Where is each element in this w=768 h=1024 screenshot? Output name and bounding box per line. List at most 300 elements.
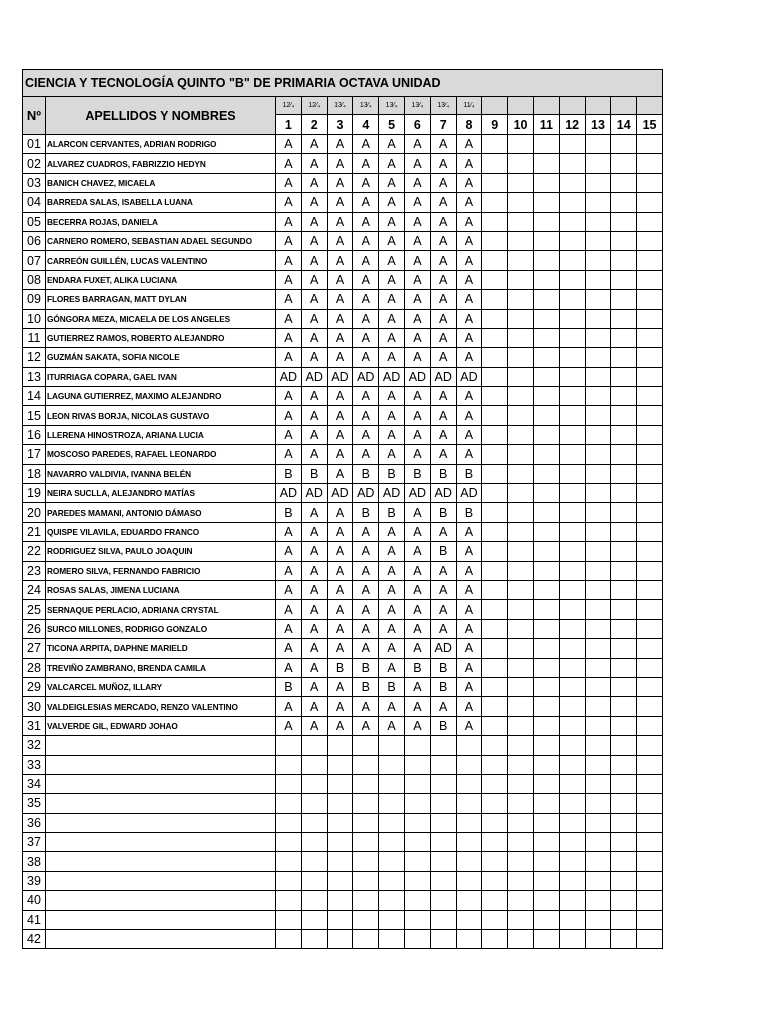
grade-cell[interactable]: A [276,561,302,580]
grade-cell[interactable]: A [327,639,353,658]
grade-cell[interactable] [482,716,508,735]
student-name-cell[interactable] [46,736,276,755]
grade-cell[interactable] [533,212,559,231]
grade-cell[interactable] [637,251,663,270]
grade-cell[interactable] [637,212,663,231]
grade-cell[interactable]: B [379,677,405,696]
grade-cell[interactable] [533,348,559,367]
grade-cell[interactable] [559,406,585,425]
grade-cell[interactable]: A [456,173,482,192]
grade-cell[interactable]: A [379,154,405,173]
grade-cell[interactable]: A [327,173,353,192]
grade-cell[interactable] [559,231,585,250]
grade-cell[interactable]: A [276,173,302,192]
grade-cell[interactable]: A [276,542,302,561]
grade-cell[interactable] [482,445,508,464]
grade-cell[interactable]: A [301,542,327,561]
student-name-cell[interactable] [46,930,276,949]
grade-cell[interactable] [482,561,508,580]
grade-cell[interactable] [508,328,534,347]
grade-cell[interactable]: B [353,658,379,677]
grade-cell[interactable] [482,270,508,289]
grade-cell[interactable] [611,794,637,813]
grade-cell[interactable]: A [301,522,327,541]
grade-cell[interactable] [482,580,508,599]
grade-cell[interactable]: A [301,600,327,619]
grade-cell[interactable]: A [379,619,405,638]
grade-cell[interactable]: A [379,135,405,154]
grade-cell[interactable] [611,387,637,406]
student-number-cell[interactable]: 34 [23,774,46,793]
grade-cell[interactable]: A [456,328,482,347]
grade-cell[interactable] [533,794,559,813]
grade-cell[interactable]: A [404,542,430,561]
grade-cell[interactable]: A [379,600,405,619]
grade-cell[interactable] [379,852,405,871]
student-number-cell[interactable]: 26 [23,619,46,638]
grade-cell[interactable] [456,833,482,852]
grade-cell[interactable] [637,755,663,774]
student-name-cell[interactable]: ITURRIAGA COPARA, GAEL IVAN [46,367,276,386]
grade-cell[interactable] [559,697,585,716]
grade-cell[interactable] [508,154,534,173]
grade-cell[interactable] [585,193,611,212]
grade-cell[interactable] [379,794,405,813]
grade-cell[interactable]: A [353,561,379,580]
grade-cell[interactable] [611,154,637,173]
student-number-cell[interactable]: 05 [23,212,46,231]
grade-cell[interactable] [559,600,585,619]
grade-cell[interactable]: A [276,619,302,638]
grade-cell[interactable] [611,328,637,347]
grade-cell[interactable] [482,813,508,832]
grade-cell[interactable] [637,231,663,250]
grade-cell[interactable] [276,852,302,871]
grade-cell[interactable] [611,871,637,890]
student-number-cell[interactable]: 15 [23,406,46,425]
grade-cell[interactable]: A [430,290,456,309]
grade-cell[interactable]: A [301,445,327,464]
grade-cell[interactable] [482,833,508,852]
grade-cell[interactable] [482,852,508,871]
student-name-cell[interactable]: VALDEIGLESIAS MERCADO, RENZO VALENTINO [46,697,276,716]
grade-cell[interactable]: A [430,522,456,541]
grade-cell[interactable]: A [404,309,430,328]
grade-cell[interactable] [482,774,508,793]
grade-cell[interactable] [508,173,534,192]
student-name-cell[interactable]: QUISPE VILAVILA, EDUARDO FRANCO [46,522,276,541]
grade-cell[interactable]: A [353,425,379,444]
grade-cell[interactable] [637,270,663,289]
grade-cell[interactable] [456,910,482,929]
grade-cell[interactable]: A [379,697,405,716]
grade-cell[interactable] [559,619,585,638]
grade-cell[interactable] [611,600,637,619]
grade-cell[interactable]: A [379,270,405,289]
grade-cell[interactable] [559,387,585,406]
grade-cell[interactable] [508,755,534,774]
grade-cell[interactable]: A [379,387,405,406]
grade-cell[interactable] [327,930,353,949]
grade-cell[interactable] [637,348,663,367]
grade-cell[interactable]: A [456,290,482,309]
grade-cell[interactable] [533,290,559,309]
student-name-cell[interactable]: GUTIERREZ RAMOS, ROBERTO ALEJANDRO [46,328,276,347]
student-number-cell[interactable]: 09 [23,290,46,309]
grade-cell[interactable]: AD [327,367,353,386]
grade-cell[interactable]: A [276,639,302,658]
grade-cell[interactable] [611,930,637,949]
grade-cell[interactable]: A [404,406,430,425]
grade-cell[interactable] [585,794,611,813]
grade-cell[interactable] [456,813,482,832]
student-number-cell[interactable]: 41 [23,910,46,929]
grade-cell[interactable] [327,755,353,774]
grade-cell[interactable] [508,833,534,852]
grade-cell[interactable]: A [379,522,405,541]
grade-cell[interactable] [637,619,663,638]
grade-cell[interactable]: A [327,503,353,522]
grade-cell[interactable]: A [353,387,379,406]
grade-cell[interactable]: A [379,639,405,658]
grade-cell[interactable] [508,619,534,638]
grade-cell[interactable] [637,600,663,619]
student-name-cell[interactable] [46,755,276,774]
grade-cell[interactable] [327,891,353,910]
grade-cell[interactable]: A [301,328,327,347]
grade-cell[interactable]: AD [404,367,430,386]
grade-cell[interactable]: A [276,251,302,270]
grade-cell[interactable] [379,736,405,755]
grade-cell[interactable] [482,154,508,173]
grade-cell[interactable] [508,425,534,444]
grade-cell[interactable] [585,231,611,250]
grade-cell[interactable]: A [301,580,327,599]
grade-cell[interactable]: A [430,251,456,270]
grade-cell[interactable] [482,425,508,444]
grade-cell[interactable]: A [379,193,405,212]
grade-cell[interactable]: A [456,193,482,212]
grade-cell[interactable] [353,833,379,852]
grade-cell[interactable]: A [301,251,327,270]
grade-cell[interactable] [379,910,405,929]
grade-cell[interactable] [379,755,405,774]
grade-cell[interactable] [637,542,663,561]
grade-cell[interactable] [276,871,302,890]
grade-cell[interactable] [585,367,611,386]
student-name-cell[interactable]: ALARCON CERVANTES, ADRIAN RODRIGO [46,135,276,154]
grade-cell[interactable]: A [327,406,353,425]
grade-cell[interactable] [276,774,302,793]
grade-cell[interactable] [637,173,663,192]
grade-cell[interactable] [611,813,637,832]
grade-cell[interactable]: A [301,425,327,444]
grade-cell[interactable] [482,736,508,755]
grade-cell[interactable]: A [430,348,456,367]
grade-cell[interactable]: A [404,697,430,716]
grade-cell[interactable]: A [327,154,353,173]
student-number-cell[interactable]: 32 [23,736,46,755]
grade-cell[interactable]: A [456,387,482,406]
grade-cell[interactable]: A [404,193,430,212]
grade-cell[interactable] [559,794,585,813]
grade-cell[interactable] [533,600,559,619]
grade-cell[interactable] [637,464,663,483]
grade-cell[interactable]: A [353,173,379,192]
student-number-cell[interactable]: 24 [23,580,46,599]
student-number-cell[interactable]: 23 [23,561,46,580]
grade-cell[interactable]: A [353,406,379,425]
grade-cell[interactable] [301,833,327,852]
grade-cell[interactable]: A [404,251,430,270]
student-name-cell[interactable]: PAREDES MAMANI, ANTONIO DÁMASO [46,503,276,522]
grade-cell[interactable] [508,135,534,154]
grade-cell[interactable] [508,774,534,793]
grade-cell[interactable] [585,290,611,309]
grade-cell[interactable]: A [301,270,327,289]
student-name-cell[interactable]: ROMERO SILVA, FERNANDO FABRICIO [46,561,276,580]
grade-cell[interactable] [482,251,508,270]
grade-cell[interactable]: A [456,697,482,716]
grade-cell[interactable]: A [353,231,379,250]
grade-cell[interactable]: A [404,677,430,696]
grade-cell[interactable] [276,930,302,949]
student-name-cell[interactable]: VALCARCEL MUÑOZ, ILLARY [46,677,276,696]
grade-cell[interactable] [533,270,559,289]
grade-cell[interactable]: A [404,270,430,289]
student-number-cell[interactable]: 08 [23,270,46,289]
grade-cell[interactable]: A [301,387,327,406]
grade-cell[interactable] [533,445,559,464]
grade-cell[interactable] [482,173,508,192]
grade-cell[interactable]: AD [404,484,430,503]
grade-cell[interactable]: A [404,619,430,638]
grade-cell[interactable]: A [404,425,430,444]
grade-cell[interactable]: A [456,522,482,541]
grade-cell[interactable] [585,716,611,735]
grade-cell[interactable]: A [327,522,353,541]
grade-cell[interactable] [559,154,585,173]
grade-cell[interactable] [559,716,585,735]
grade-cell[interactable] [637,387,663,406]
grade-cell[interactable]: A [327,212,353,231]
grade-cell[interactable] [276,755,302,774]
grade-cell[interactable]: A [353,522,379,541]
grade-cell[interactable]: A [456,619,482,638]
grade-cell[interactable]: A [301,716,327,735]
student-name-cell[interactable]: LLERENA HINOSTROZA, ARIANA LUCIA [46,425,276,444]
student-name-cell[interactable]: GUZMÁN SAKATA, SOFIA NICOLE [46,348,276,367]
student-number-cell[interactable]: 04 [23,193,46,212]
grade-cell[interactable] [533,231,559,250]
grade-cell[interactable]: A [353,697,379,716]
grade-cell[interactable]: A [456,677,482,696]
grade-cell[interactable]: A [276,290,302,309]
grade-cell[interactable] [456,871,482,890]
grade-cell[interactable] [482,891,508,910]
grade-cell[interactable]: A [276,425,302,444]
grade-cell[interactable] [585,639,611,658]
grade-cell[interactable] [508,309,534,328]
grade-cell[interactable] [533,755,559,774]
grade-cell[interactable] [533,561,559,580]
grade-cell[interactable]: A [404,154,430,173]
student-number-cell[interactable]: 07 [23,251,46,270]
grade-cell[interactable]: A [353,716,379,735]
grade-cell[interactable] [301,871,327,890]
grade-cell[interactable] [559,484,585,503]
grade-cell[interactable] [276,833,302,852]
grade-cell[interactable] [276,891,302,910]
grade-cell[interactable] [353,736,379,755]
grade-cell[interactable]: A [327,445,353,464]
grade-cell[interactable] [508,503,534,522]
grade-cell[interactable] [482,309,508,328]
grade-cell[interactable] [611,309,637,328]
grade-cell[interactable] [559,367,585,386]
grade-cell[interactable] [430,833,456,852]
grade-cell[interactable]: A [430,697,456,716]
grade-cell[interactable] [533,135,559,154]
grade-cell[interactable] [611,542,637,561]
student-name-cell[interactable] [46,852,276,871]
grade-cell[interactable] [353,852,379,871]
grade-cell[interactable] [637,328,663,347]
grade-cell[interactable]: A [353,580,379,599]
grade-cell[interactable] [508,930,534,949]
grade-cell[interactable] [404,833,430,852]
grade-cell[interactable] [508,716,534,735]
grade-cell[interactable]: A [327,270,353,289]
grade-cell[interactable] [585,580,611,599]
grade-cell[interactable]: AD [353,484,379,503]
student-name-cell[interactable] [46,871,276,890]
student-number-cell[interactable]: 06 [23,231,46,250]
grade-cell[interactable] [585,755,611,774]
grade-cell[interactable]: A [327,561,353,580]
grade-cell[interactable]: B [301,464,327,483]
grade-cell[interactable] [430,930,456,949]
grade-cell[interactable]: A [301,503,327,522]
grade-cell[interactable] [327,910,353,929]
grade-cell[interactable] [456,930,482,949]
student-number-cell[interactable]: 31 [23,716,46,735]
grade-cell[interactable] [637,484,663,503]
grade-cell[interactable] [637,309,663,328]
grade-cell[interactable]: A [430,231,456,250]
grade-cell[interactable] [611,135,637,154]
grade-cell[interactable]: A [327,231,353,250]
grade-cell[interactable]: A [404,348,430,367]
grade-cell[interactable] [533,736,559,755]
grade-cell[interactable]: A [379,542,405,561]
grade-cell[interactable] [327,852,353,871]
grade-cell[interactable] [353,755,379,774]
grade-cell[interactable] [585,697,611,716]
grade-cell[interactable]: A [353,270,379,289]
grade-cell[interactable]: A [456,406,482,425]
grade-cell[interactable] [327,774,353,793]
grade-cell[interactable] [508,484,534,503]
grade-cell[interactable]: A [276,193,302,212]
grade-cell[interactable]: A [430,445,456,464]
grade-cell[interactable] [430,755,456,774]
grade-cell[interactable] [637,503,663,522]
grade-cell[interactable]: A [276,309,302,328]
grade-cell[interactable] [404,736,430,755]
grade-cell[interactable]: A [456,348,482,367]
grade-cell[interactable] [533,484,559,503]
grade-cell[interactable]: A [430,425,456,444]
grade-cell[interactable]: A [456,639,482,658]
grade-cell[interactable] [482,212,508,231]
grade-cell[interactable]: AD [456,484,482,503]
grade-cell[interactable] [353,774,379,793]
grade-cell[interactable] [482,328,508,347]
student-number-cell[interactable]: 13 [23,367,46,386]
grade-cell[interactable] [559,891,585,910]
grade-cell[interactable]: A [404,173,430,192]
grade-cell[interactable] [533,173,559,192]
grade-cell[interactable] [611,193,637,212]
grade-cell[interactable]: A [456,425,482,444]
grade-cell[interactable] [611,522,637,541]
grade-cell[interactable] [585,270,611,289]
grade-cell[interactable]: A [327,135,353,154]
grade-cell[interactable]: A [379,348,405,367]
grade-cell[interactable]: A [430,270,456,289]
grade-cell[interactable] [508,542,534,561]
grade-cell[interactable]: B [430,542,456,561]
grade-cell[interactable]: A [301,135,327,154]
grade-cell[interactable] [559,580,585,599]
grade-cell[interactable] [508,852,534,871]
grade-cell[interactable] [482,348,508,367]
grade-cell[interactable]: B [430,716,456,735]
grade-cell[interactable]: A [276,716,302,735]
grade-cell[interactable] [482,697,508,716]
grade-cell[interactable] [559,445,585,464]
student-number-cell[interactable]: 40 [23,891,46,910]
grade-cell[interactable] [404,774,430,793]
grade-cell[interactable]: A [353,251,379,270]
grade-cell[interactable] [508,445,534,464]
grade-cell[interactable] [637,910,663,929]
grade-cell[interactable]: A [353,135,379,154]
grade-cell[interactable]: B [456,503,482,522]
grade-cell[interactable] [508,270,534,289]
grade-cell[interactable] [508,910,534,929]
grade-cell[interactable] [585,212,611,231]
grade-cell[interactable] [585,406,611,425]
grade-cell[interactable]: A [327,251,353,270]
grade-cell[interactable]: A [379,309,405,328]
grade-cell[interactable]: A [276,328,302,347]
grade-cell[interactable] [559,833,585,852]
grade-cell[interactable]: B [456,464,482,483]
grade-cell[interactable] [456,755,482,774]
grade-cell[interactable] [456,736,482,755]
grade-cell[interactable] [637,736,663,755]
grade-cell[interactable]: A [353,639,379,658]
grade-cell[interactable] [482,871,508,890]
grade-cell[interactable]: A [327,387,353,406]
grade-cell[interactable] [533,503,559,522]
grade-cell[interactable]: AD [353,367,379,386]
grade-cell[interactable]: A [456,716,482,735]
grade-cell[interactable] [482,677,508,696]
grade-cell[interactable] [430,774,456,793]
